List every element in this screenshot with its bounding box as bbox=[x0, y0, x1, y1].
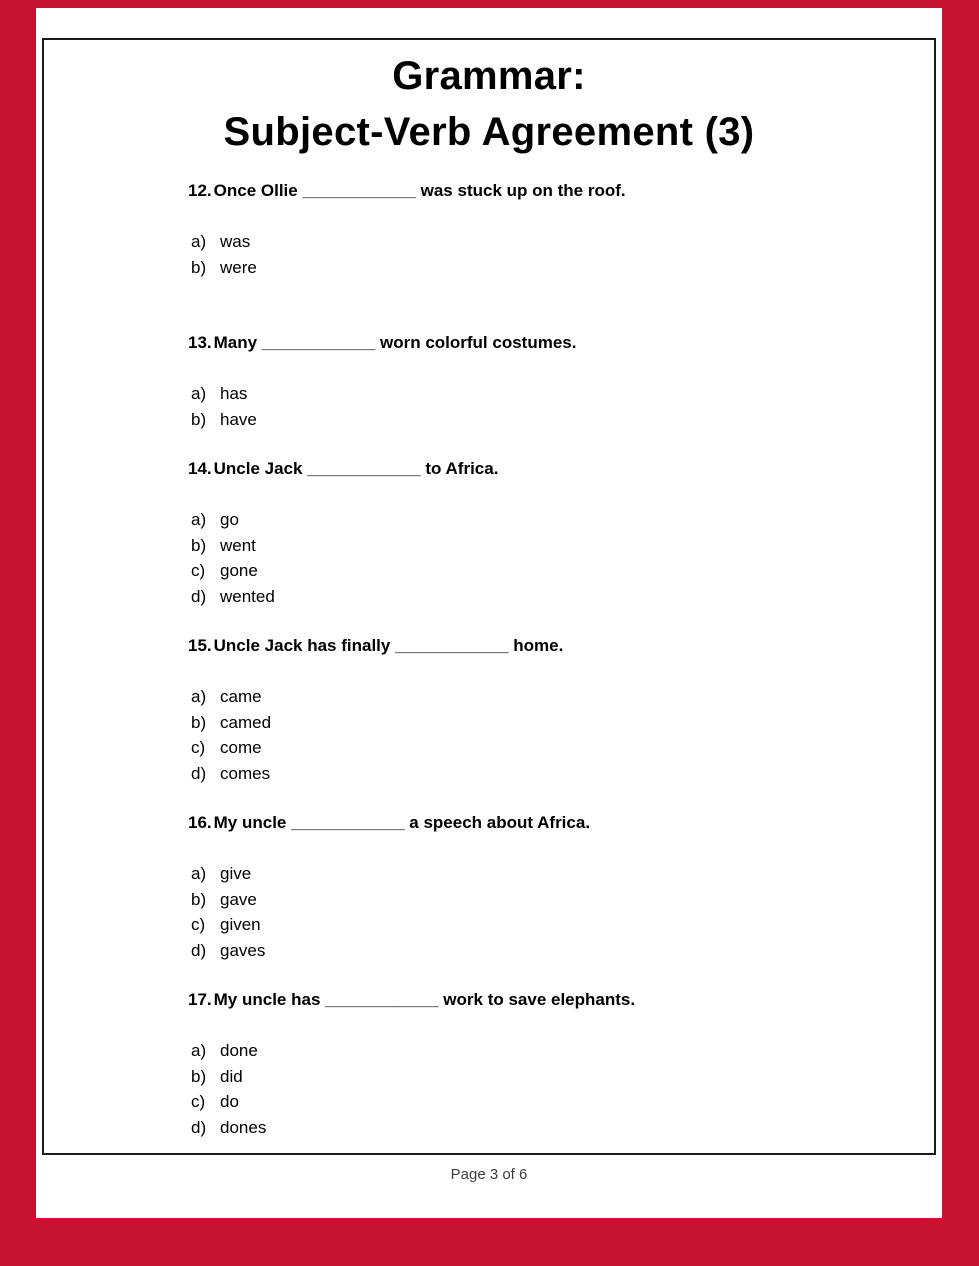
option-text: come bbox=[220, 738, 262, 757]
option-row bbox=[191, 255, 894, 281]
options bbox=[188, 381, 894, 432]
option-row bbox=[191, 584, 894, 610]
option-text: came bbox=[220, 687, 262, 706]
option-label: a) bbox=[191, 1041, 207, 1060]
option-row bbox=[191, 507, 894, 533]
question-block bbox=[188, 180, 894, 280]
page-border-frame bbox=[42, 38, 936, 1155]
question-block bbox=[188, 989, 894, 1140]
title-line-2: Subject-Verb Agreement (3) bbox=[223, 110, 755, 154]
option-row bbox=[191, 684, 894, 710]
page-title bbox=[44, 40, 934, 160]
option-row bbox=[191, 381, 894, 407]
option-text: given bbox=[220, 915, 261, 934]
option-text: camed bbox=[220, 712, 272, 732]
option-row bbox=[191, 861, 894, 887]
option-row bbox=[191, 229, 894, 255]
option-label: d) bbox=[191, 763, 207, 783]
question-line bbox=[188, 332, 894, 353]
option-row bbox=[191, 912, 894, 938]
options bbox=[188, 1038, 894, 1140]
option-label: c) bbox=[191, 1092, 206, 1111]
question-block bbox=[188, 332, 894, 432]
question-text: Uncle Jack ____________ to Africa. bbox=[213, 459, 499, 478]
option-text: gaves bbox=[220, 940, 266, 960]
option-row bbox=[191, 761, 894, 787]
question-number: 12. bbox=[188, 181, 212, 200]
option-row bbox=[191, 407, 894, 433]
option-label: b) bbox=[191, 409, 207, 429]
question-number: 13. bbox=[188, 333, 212, 352]
option-row bbox=[191, 887, 894, 913]
option-label: c) bbox=[191, 915, 206, 934]
option-label: b) bbox=[191, 535, 207, 555]
option-row bbox=[191, 1038, 894, 1064]
page-footer: Page 3 of 6 bbox=[450, 1166, 528, 1183]
option-label: a) bbox=[191, 687, 207, 706]
option-label: a) bbox=[191, 232, 207, 251]
option-row bbox=[191, 1115, 894, 1141]
option-text: was bbox=[220, 232, 251, 251]
option-text: done bbox=[220, 1041, 258, 1060]
question-text: My uncle has ____________ work to save elephants. bbox=[213, 990, 636, 1009]
option-label: d) bbox=[191, 940, 207, 960]
question-block bbox=[188, 458, 894, 609]
option-text: were bbox=[220, 257, 257, 277]
option-label: b) bbox=[191, 889, 207, 909]
question-number: 16. bbox=[188, 813, 212, 832]
option-text: went bbox=[220, 535, 256, 555]
options bbox=[188, 507, 894, 609]
option-text: give bbox=[220, 864, 252, 883]
questions bbox=[44, 180, 934, 1140]
question-line bbox=[188, 812, 894, 833]
question-text: Uncle Jack has finally ____________ home. bbox=[213, 636, 564, 655]
options bbox=[188, 684, 894, 786]
question-block bbox=[188, 635, 894, 786]
option-label: a) bbox=[191, 510, 207, 529]
option-row bbox=[191, 533, 894, 559]
question-line bbox=[188, 989, 894, 1010]
question-text: Once Ollie ____________ was stuck up on the roof. bbox=[213, 181, 626, 200]
question-text: My uncle ____________ a speech about Africa. bbox=[213, 813, 591, 832]
option-text: wented bbox=[220, 586, 275, 606]
option-row bbox=[191, 735, 894, 761]
option-text: gone bbox=[220, 561, 258, 580]
question-number: 17. bbox=[188, 990, 212, 1009]
option-label: b) bbox=[191, 1066, 207, 1086]
option-row bbox=[191, 558, 894, 584]
options bbox=[188, 861, 894, 963]
option-label: a) bbox=[191, 384, 207, 403]
option-row bbox=[191, 1064, 894, 1090]
option-row bbox=[191, 938, 894, 964]
option-text: did bbox=[220, 1066, 243, 1086]
question-number: 14. bbox=[188, 459, 212, 478]
option-text: has bbox=[220, 384, 248, 403]
option-label: b) bbox=[191, 712, 207, 732]
option-label: a) bbox=[191, 864, 207, 883]
option-text: gave bbox=[220, 889, 257, 909]
worksheet-page bbox=[36, 8, 942, 1218]
option-text: have bbox=[220, 409, 257, 429]
option-label: d) bbox=[191, 1117, 207, 1137]
option-label: c) bbox=[191, 561, 206, 580]
question-block bbox=[188, 812, 894, 963]
option-label: b) bbox=[191, 257, 207, 277]
option-row bbox=[191, 1089, 894, 1115]
option-row bbox=[191, 710, 894, 736]
question-line bbox=[188, 635, 894, 656]
title-line-1: Grammar: bbox=[392, 54, 586, 98]
options bbox=[188, 229, 894, 280]
question-number: 15. bbox=[188, 636, 212, 655]
option-label: c) bbox=[191, 738, 206, 757]
question-line bbox=[188, 180, 894, 201]
option-label: d) bbox=[191, 586, 207, 606]
option-text: go bbox=[220, 510, 239, 529]
question-text: Many ____________ worn colorful costumes. bbox=[213, 333, 577, 352]
option-text: dones bbox=[220, 1117, 267, 1137]
option-text: do bbox=[220, 1092, 239, 1111]
option-text: comes bbox=[220, 763, 271, 783]
question-line bbox=[188, 458, 894, 479]
